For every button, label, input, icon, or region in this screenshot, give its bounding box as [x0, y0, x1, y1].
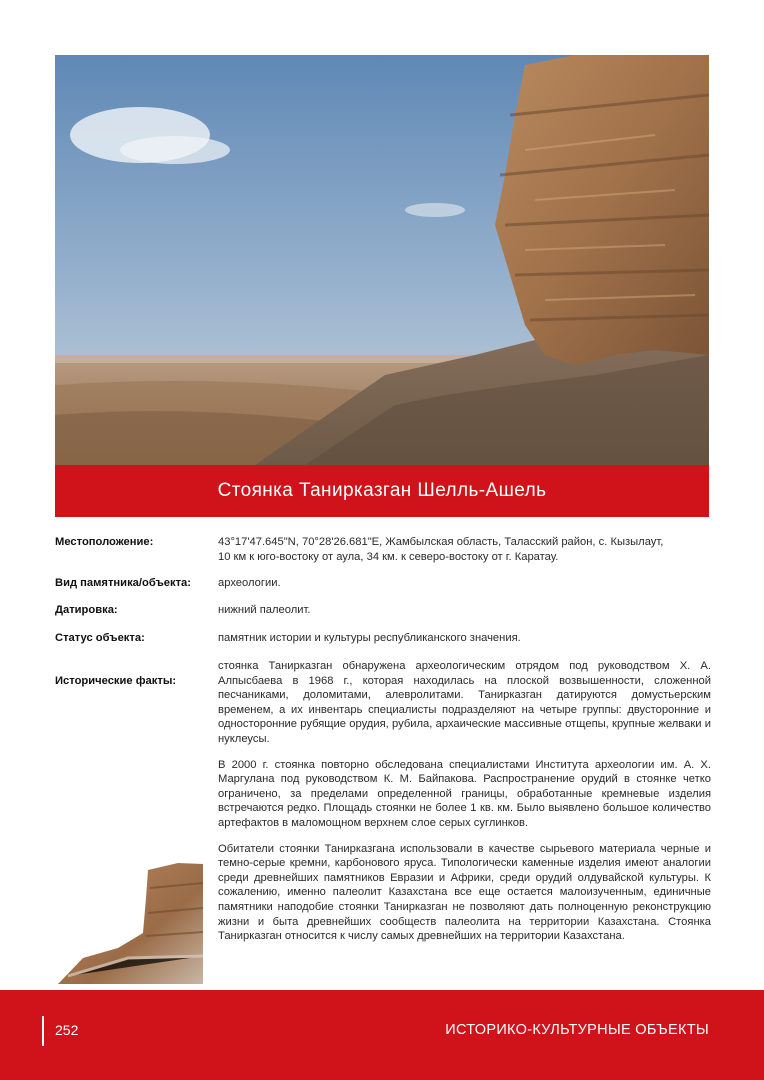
facts-text — [218, 659, 711, 955]
facts-paragraph-3: Обитатели стоянки Танирказгана использовали в качестве сырьевого материала черные и темно-серые кремни, карбонового яруса. Типологически каменные изделия имеют аналогии среди древнейших памятников Евразии и Африки, среди орудий олдувайской культуры. К сожалению, именно палеолит Казахстана все еще остается малоизученным, единичные памятники наподобие стоянки Танирказган не позволяют дать полноценную реконструкцию жизни и быта древнейших сообществ палеолита на территории Казахстана. Стоянка Танирказган относится к числу самых древнейших на территории Казахстана. — [218, 842, 711, 943]
object-title-banner — [55, 465, 709, 517]
footer-divider — [42, 1016, 44, 1046]
site-photo — [55, 55, 709, 465]
type-label: Вид памятника/объекта: — [55, 577, 191, 589]
rock-landscape-image — [55, 55, 709, 465]
rock-outcrop-icon — [58, 858, 208, 984]
facts-paragraph-1: стоянка Танирказган обнаружена археологическим отрядом под руководством Х. А. Алпысбаева в 1968 г., которая находилась на плоской возвышенности, сложенной песчаниками, доломитами, алевролитами. Танирказган датируются домустьерским временем, а их инвентарь специалисты подразделяют на четыре группы: двусторонние и односторонние рубящие орудия, рубила, архаические массивные отщепы, крупные желваки и нуклеусы. — [218, 660, 711, 745]
type-value: археологии. — [218, 577, 281, 589]
location-value — [218, 535, 711, 564]
facts-paragraph-2: В 2000 г. стоянка повторно обследована специалистами Института археологии им. А. Х. Маргулана под руководством К. М. Байпакова. Распространение орудий в стоянке четко ограничено, за пределами определенной границы, обработанные кремневые изделия встречаются редко. Площадь стоянки не более 1 кв. км. Было выявлено большое количество артефактов в маломощном верхнем слое серых суглинков. — [218, 758, 711, 829]
dating-label: Датировка: — [55, 604, 118, 616]
dating-value: нижний палеолит. — [218, 604, 311, 616]
page-footer — [0, 990, 764, 1080]
facts-label: Исторические факты: — [55, 675, 177, 687]
rock-cutout-image — [58, 858, 208, 984]
object-title: Стоянка Танирказган Шелль-Ашель — [217, 480, 547, 501]
location-line-1: 43°17'47.645"N, 70°28'26.681"E, Жамбылская область, Таласский район, с. Кызылаут, — [218, 536, 664, 548]
status-label: Статус объекта: — [55, 632, 145, 644]
status-value: памятник истории и культуры республиканского значения. — [218, 632, 521, 644]
location-label: Местоположение: — [55, 536, 154, 548]
section-title: ИСТОРИКО-КУЛЬТУРНЫЕ ОБЪЕКТЫ — [445, 1022, 709, 1038]
location-line-2: 10 км к юго-востоку от аула, 34 км. к северо-востоку от г. Каратау. — [218, 550, 559, 563]
page-number: 252 — [55, 1022, 79, 1038]
